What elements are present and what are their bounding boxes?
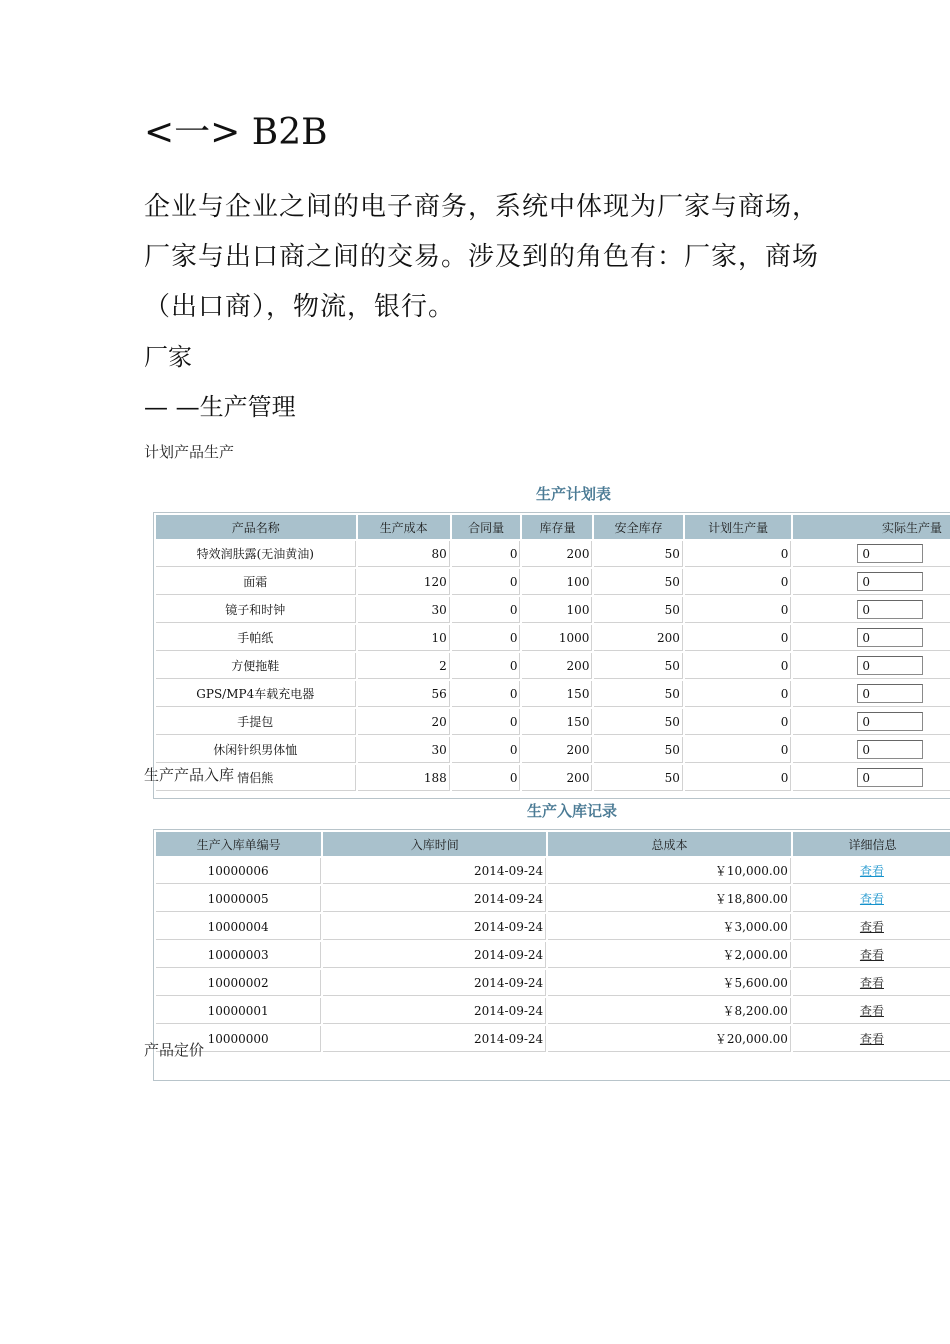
cell-cost: 10: [358, 625, 450, 651]
table-row: [156, 625, 950, 651]
cell-planned: 0: [685, 541, 792, 567]
cell-contract: 0: [452, 597, 521, 623]
cell-order-id: 10000000: [156, 1026, 321, 1052]
col-header-actual: 实际生产量: [793, 515, 950, 539]
cell-date: 2014-09-24: [323, 858, 546, 884]
cell-total: ￥3,000.00: [548, 914, 791, 940]
cell-planned: 0: [685, 653, 792, 679]
cell-actual: [793, 765, 950, 791]
cell-stock: 200: [522, 765, 592, 791]
actual-quantity-input[interactable]: 0: [857, 656, 923, 675]
table-row: [156, 681, 950, 707]
cell-stock: 200: [522, 737, 592, 763]
cell-safety-stock: 50: [594, 765, 682, 791]
cell-date: 2014-09-24: [323, 970, 546, 996]
cell-details: [793, 886, 950, 912]
cell-date: 2014-09-24: [323, 998, 546, 1024]
cell-planned: 0: [685, 625, 792, 651]
cell-planned: 0: [685, 569, 792, 595]
actual-quantity-input[interactable]: 0: [857, 712, 923, 731]
cell-product-name: 镜子和时钟: [156, 597, 356, 623]
col-header-safety-stock: 安全库存: [594, 515, 682, 539]
caption-pricing: 产品定价: [144, 1041, 205, 1059]
view-details-link[interactable]: 查看: [859, 1004, 884, 1018]
cell-safety-stock: 50: [594, 653, 682, 679]
stock-in-table-frame: [153, 829, 950, 1081]
col-header-planned: 计划生产量: [685, 515, 792, 539]
cell-order-id: 10000004: [156, 914, 321, 940]
cell-date: 2014-09-24: [323, 914, 546, 940]
table-row: [156, 970, 950, 996]
cell-cost: 56: [358, 681, 450, 707]
cell-actual: [793, 681, 950, 707]
cell-planned: 0: [685, 681, 792, 707]
col-header-order-id: 生产入库单编号: [156, 832, 321, 856]
col-header-stock: 库存量: [522, 515, 592, 539]
cell-actual: [793, 653, 950, 679]
cell-order-id: 10000005: [156, 886, 321, 912]
plan-table: [154, 513, 950, 793]
cell-contract: 0: [452, 653, 521, 679]
cell-planned: 0: [685, 737, 792, 763]
cell-date: 2014-09-24: [323, 886, 546, 912]
cell-cost: 2: [358, 653, 450, 679]
table-row: [156, 709, 950, 735]
cell-stock: 1000: [522, 625, 592, 651]
cell-safety-stock: 50: [594, 737, 682, 763]
cell-contract: 0: [452, 765, 521, 791]
cell-contract: 0: [452, 569, 521, 595]
actual-quantity-input[interactable]: 0: [857, 768, 923, 787]
cell-contract: 0: [452, 625, 521, 651]
cell-total: ￥18,800.00: [548, 886, 791, 912]
cell-safety-stock: 50: [594, 569, 682, 595]
role-label-maker: 厂家: [144, 343, 192, 371]
cell-safety-stock: 200: [594, 625, 682, 651]
cell-total: ￥2,000.00: [548, 942, 791, 968]
cell-order-id: 10000006: [156, 858, 321, 884]
cell-details: [793, 942, 950, 968]
cell-cost: 80: [358, 541, 450, 567]
cell-stock: 100: [522, 569, 592, 595]
cell-actual: [793, 541, 950, 567]
cell-stock: 200: [522, 541, 592, 567]
cell-cost: 20: [358, 709, 450, 735]
col-header-total: 总成本: [548, 832, 791, 856]
cell-contract: 0: [452, 681, 521, 707]
cell-details: [793, 914, 950, 940]
caption-plan-production: 计划产品生产: [144, 443, 235, 461]
col-header-contract: 合同量: [452, 515, 521, 539]
cell-cost: 30: [358, 737, 450, 763]
cell-product-name: 手帕纸: [156, 625, 356, 651]
plan-table-frame: [153, 512, 950, 799]
cell-cost: 30: [358, 597, 450, 623]
cell-total: ￥20,000.00: [548, 1026, 791, 1052]
cell-actual: [793, 569, 950, 595]
section-heading: <一> B2B: [144, 112, 328, 153]
cell-contract: 0: [452, 709, 521, 735]
actual-quantity-input[interactable]: 0: [857, 628, 923, 647]
view-details-link[interactable]: 查看: [859, 920, 884, 934]
cell-product-name: 休闲针织男体恤: [156, 737, 356, 763]
cell-cost: 120: [358, 569, 450, 595]
caption-stock-in: 生产产品入库: [144, 766, 235, 784]
cell-stock: 200: [522, 653, 592, 679]
cell-order-id: 10000002: [156, 970, 321, 996]
col-header-date: 入库时间: [323, 832, 546, 856]
table-row: [156, 886, 950, 912]
view-details-link[interactable]: 查看: [859, 892, 884, 906]
table-row: [156, 998, 950, 1024]
cell-product-name: GPS/MP4车载充电器: [156, 681, 356, 707]
actual-quantity-input[interactable]: 0: [857, 544, 923, 563]
cell-contract: 0: [452, 737, 521, 763]
cell-actual: [793, 625, 950, 651]
view-details-link[interactable]: 查看: [859, 976, 884, 990]
cell-total: ￥8,200.00: [548, 998, 791, 1024]
subsection-production-management: — —生产管理: [144, 393, 296, 421]
view-details-link[interactable]: 查看: [859, 948, 884, 962]
plan-table-title: 生产计划表: [536, 485, 612, 503]
cell-stock: 100: [522, 597, 592, 623]
table-row: [156, 1026, 950, 1052]
table-row: [156, 942, 950, 968]
cell-planned: 0: [685, 765, 792, 791]
cell-date: 2014-09-24: [323, 1026, 546, 1052]
cell-total: ￥5,600.00: [548, 970, 791, 996]
cell-planned: 0: [685, 597, 792, 623]
cell-product-name: 特效润肤露(无油黄油): [156, 541, 356, 567]
cell-product-name: 手提包: [156, 709, 356, 735]
cell-actual: [793, 597, 950, 623]
cell-safety-stock: 50: [594, 541, 682, 567]
stock-in-table-title: 生产入库记录: [527, 802, 618, 820]
cell-details: [793, 998, 950, 1024]
table-row: [156, 914, 950, 940]
cell-details: [793, 858, 950, 884]
cell-safety-stock: 50: [594, 681, 682, 707]
col-header-cost: 生产成本: [358, 515, 450, 539]
table-row: [156, 597, 950, 623]
cell-safety-stock: 50: [594, 597, 682, 623]
cell-product-name: 情侣熊: [156, 765, 356, 791]
cell-actual: [793, 709, 950, 735]
intro-paragraph: 企业与企业之间的电子商务，系统中体现为厂家与商场，厂家与出口商之间的交易。涉及到的角色有：厂家，商场（出口商），物流，银行。: [144, 192, 820, 322]
cell-stock: 150: [522, 709, 592, 735]
cell-order-id: 10000003: [156, 942, 321, 968]
stock-in-table-header: [156, 832, 950, 856]
cell-details: [793, 1026, 950, 1052]
cell-contract: 0: [452, 541, 521, 567]
plan-table-header: [156, 515, 950, 539]
cell-product-name: 面霜: [156, 569, 356, 595]
cell-date: 2014-09-24: [323, 942, 546, 968]
table-row: [156, 858, 950, 884]
table-row: [156, 541, 950, 567]
cell-product-name: 方便拖鞋: [156, 653, 356, 679]
cell-safety-stock: 50: [594, 709, 682, 735]
cell-planned: 0: [685, 709, 792, 735]
stock-in-table: [154, 830, 950, 1054]
table-row: [156, 765, 950, 791]
actual-quantity-input[interactable]: 0: [857, 740, 923, 759]
actual-quantity-input[interactable]: 0: [857, 684, 923, 703]
table-row: [156, 569, 950, 595]
col-header-product-name: 产品名称: [156, 515, 356, 539]
actual-quantity-input[interactable]: 0: [857, 600, 923, 619]
actual-quantity-input[interactable]: 0: [857, 572, 923, 591]
table-row: [156, 653, 950, 679]
cell-order-id: 10000001: [156, 998, 321, 1024]
cell-cost: 188: [358, 765, 450, 791]
cell-actual: [793, 737, 950, 763]
cell-details: [793, 970, 950, 996]
cell-total: ￥10,000.00: [548, 858, 791, 884]
col-header-details: 详细信息: [793, 832, 950, 856]
view-details-link[interactable]: 查看: [859, 864, 884, 878]
table-row: [156, 737, 950, 763]
view-details-link[interactable]: 查看: [859, 1032, 884, 1046]
cell-stock: 150: [522, 681, 592, 707]
